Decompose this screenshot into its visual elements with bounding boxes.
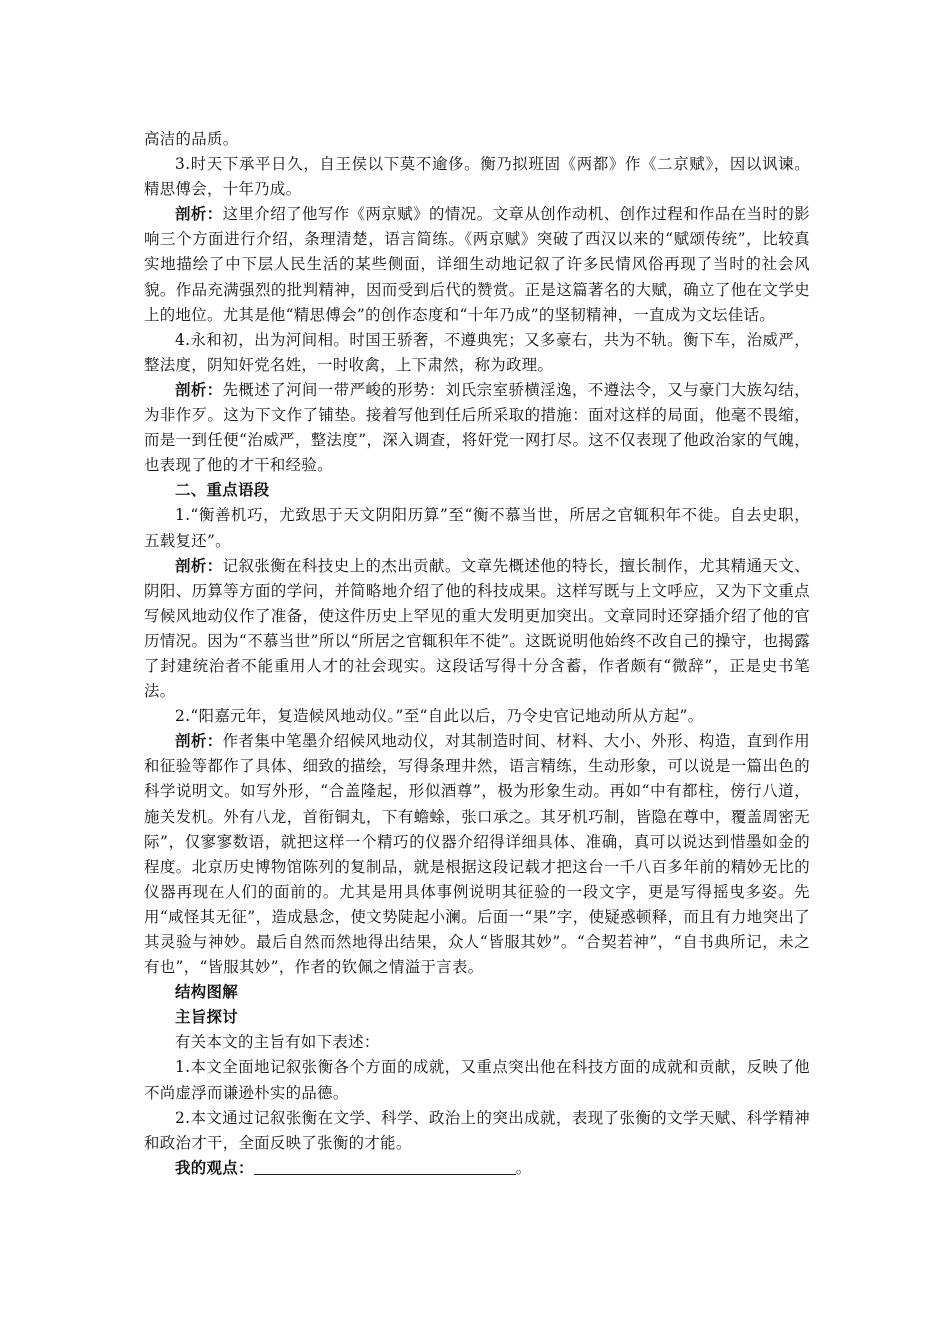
analysis-paragraph-4 <box>144 378 810 478</box>
section-heading-structure: 结构图解 <box>175 983 238 1002</box>
key-passage-2: 2.“阳嘉元年，复造候风地动仪。”至“自此以后，乃令史官记地动所从方起”。 <box>175 707 704 726</box>
quote-paragraph-4: 4.永和初，出为河间相。时国王骄奢，不遵典宪；又多豪右，共为不轨。衡下车，治威严，整法度，阴知奸党名姓，一时收禽，上下肃然，称为政理。 <box>144 330 810 374</box>
analysis-paragraph-3 <box>144 202 810 327</box>
my-opinion-label: 我的观点： <box>175 1158 254 1177</box>
key-passage-1: 1.“衡善机巧，尤致思于天文阴阳历算”至“衡不慕当世，所居之官辄积年不徙。自去史职，五载复还”。 <box>144 506 810 550</box>
analysis-label: 剖析： <box>175 556 223 575</box>
analysis-passage-2 <box>144 729 810 980</box>
analysis-text: 作者集中笔墨介绍候风地动仪，对其制造时间、材料、大小、外形、构造，直到作用和征验等都作了具体、细致的描绘，写得条理井然，语言精练，生动形象，可以说是一篇出色的科学说明文。如写外形，“合盖隆起，形似酒尊”，极为形象生动。再如“中有都柱，傍行八道，施关发机。外有八龙，首衔铜丸，下有蟾蜍，张口承之。其牙机巧制，皆隐在尊中，覆盖周密无际”，仅寥寥数语，就把这样一个精巧的仪器介绍得详细具体、准确，真可以说达到惜墨如金的程度。北京历史博物馆陈列的复制品，就是根据这段记载才把这台一千八百多年前的精妙无比的仪器再现在人们的面前的。尤其是用具体事例说明其征验的一段文字，更是写得摇曳多姿。先用“咸怪其无征”，造成悬念，使文势陡起小澜。后面一“果”字，使疑惑顿释，而且有力地突出了其灵验与神妙。最后自然而然地得出结果，众人“皆服其妙”。“合契若神”，“自书典所记，未之有也”，“皆服其妙”，作者的钦佩之情溢于言表。 <box>144 732 810 977</box>
section-heading-theme: 主旨探讨 <box>175 1008 238 1027</box>
theme-statement-1: 1.本文全面地记叙张衡各个方面的成就，又重点突出他在科技方面的成就和贡献，反映了他不尚虚浮而谦逊朴实的品德。 <box>144 1058 810 1102</box>
my-opinion-line <box>144 1156 810 1181</box>
quote-paragraph-3: 3.时天下承平日久，自王侯以下莫不逾侈。衡乃拟班固《两都》作《二京赋》，因以讽谏。精思傅会，十年乃成。 <box>144 155 810 199</box>
analysis-passage-1 <box>144 554 810 705</box>
period-mark: 。 <box>515 1158 532 1177</box>
analysis-text: 记叙张衡在科技史上的杰出贡献。文章先概述他的特长，擅长制作，尤其精通天文、阴阳、历算等方面的学问，并简略地介绍了他的科技成果。这样写既与上文呼应，又为下文重点写候风地动仪作了准备，使这件历史上罕见的重大发明更加突出。文章同时还穿插介绍了他的官历情况。因为“不慕当世”所以“所居之官辄积年不徙”。这既说明他始终不改自己的操守，也揭露了封建统治者不能重用人才的社会现实。这段话写得十分含蓄，作者颇有“微辞”，正是史书笔法。 <box>144 556 810 701</box>
analysis-label: 剖析： <box>175 205 223 224</box>
section-heading-key-passages: 二、重点语段 <box>175 481 270 500</box>
answer-blank[interactable] <box>254 1159 516 1175</box>
paragraph-continuation: 高洁的品质。 <box>144 130 239 148</box>
analysis-label: 剖析： <box>175 380 223 399</box>
analysis-text: 这里介绍了他写作《两京赋》的情况。文章从创作动机、创作过程和作品在当时的影响三个方面进行介绍，条理清楚，语言简练。《两京赋》突破了西汉以来的“赋颂传统”，比较真实地描绘了中下层人民生活的某些侧面，详细生动地记叙了许多民情风俗再现了当时的社会风貌。作品充满强烈的批判精神，因而受到后代的赞赏。正是这篇著名的大赋，确立了他在文学史上的地位。尤其是他“精思傅会”的创作态度和“十年乃成”的坚韧精神，一直成为文坛佳话。 <box>144 205 810 324</box>
analysis-label: 剖析： <box>175 732 223 751</box>
theme-intro: 有关本文的主旨有如下表述： <box>175 1033 380 1052</box>
analysis-text: 先概述了河间一带严峻的形势：刘氏宗室骄横淫逸，不遵法令，又与豪门大族勾结，为非作歹。这为下文作了铺垫。接着写他到任后所采取的措施：面对这样的局面，他毫不畏缩，而是一到任便“治威严，整法度”，深入调查，将奸党一网打尽。这不仅表现了他政治家的气魄，也表现了他的才干和经验。 <box>144 380 810 475</box>
theme-statement-2: 2.本文通过记叙张衡在文学、科学、政治上的突出成就，表现了张衡的文学天赋、科学精神和政治才干，全面反映了张衡的才能。 <box>144 1108 810 1152</box>
